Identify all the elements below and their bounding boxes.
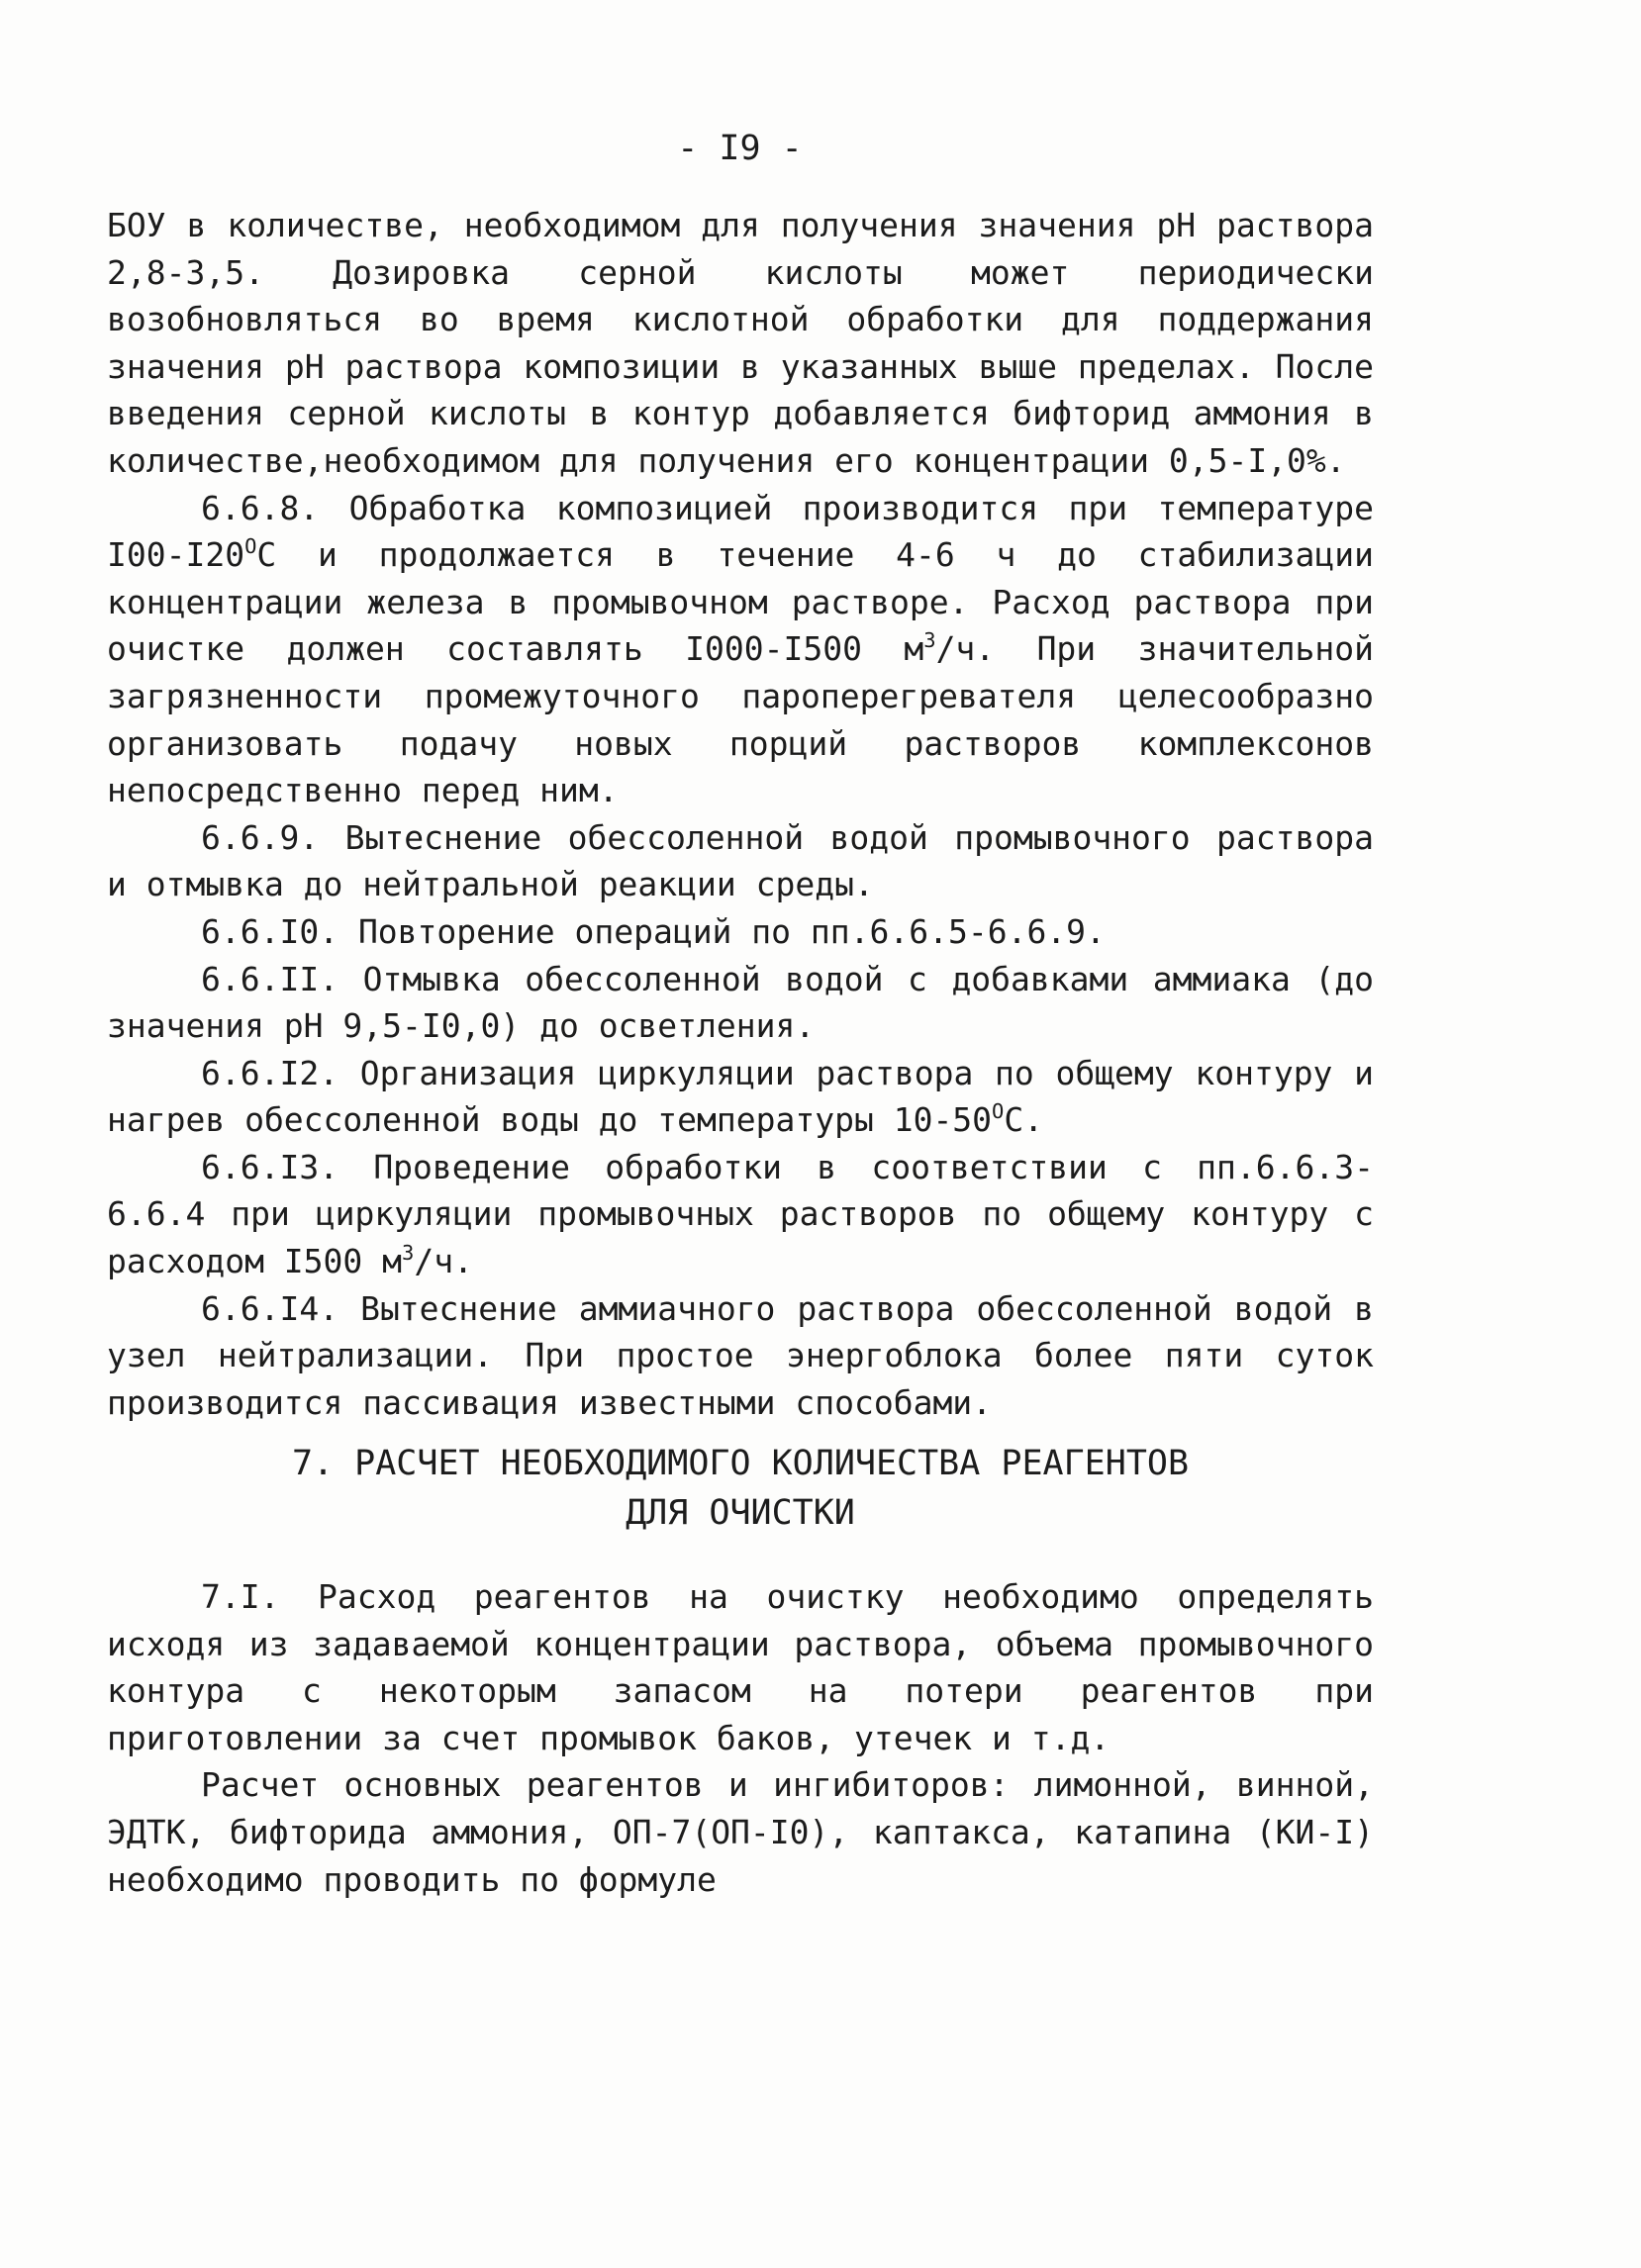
degree-superscript: O (244, 534, 257, 559)
section-7-heading-line2: ДЛЯ ОЧИСТКИ (626, 1493, 855, 1533)
section-6-text (107, 202, 1374, 1426)
section-7-heading (107, 1439, 1374, 1538)
paragraph-6-6-12-part2: C. (1004, 1100, 1044, 1140)
paragraph-6-6-14: 6.6.I4. Вытеснение аммиачного раствора обессоленной водой в узел нейтрализации. При простое энергоблока более пяти суток производится пассивация известными способами. (107, 1288, 1374, 1422)
paragraph-6-6-13 (107, 1144, 1374, 1285)
paragraph-7-1: 7.I. Расход реагентов на очистку необходимо определять исходя из задаваемой концентрации раствора, объема промывочного контура с некоторым запасом на потери реагентов при приготовлении за счет промывок баков, утечек и т.д. (107, 1577, 1374, 1757)
page-number: - I9 - (677, 129, 803, 168)
paragraph-6-6-13-part1: 6.6.I3. Проведение обработки в соответствии с пп.6.6.3-6.6.4 при циркуляции промывочных растворов по общему контуру с расходом I500 м (107, 1147, 1374, 1281)
paragraph-6-6-12 (107, 1050, 1374, 1144)
paragraph-6-6-11: 6.6.II. Отмывка обессоленной водой с добавками аммиака (до значения pH 9,5-I0,0) до осветления. (107, 959, 1374, 1046)
paragraph-6-6-12-part1: 6.6.I2. Организация циркуляции раствора по общему контуру и нагрев обессоленной воды до температуры 10-50 (107, 1053, 1374, 1140)
cubic-superscript: 3 (923, 628, 936, 653)
degree-superscript: O (992, 1099, 1005, 1124)
section-7-text (107, 1573, 1374, 1903)
section-7-heading-line1: 7. РАСЧЕТ НЕОБХОДИМОГО КОЛИЧЕСТВА РЕАГЕНТОВ (291, 1444, 1190, 1483)
cubic-superscript: 3 (402, 1241, 415, 1266)
paragraph-6-6-8-part3: /ч. При значительной загрязненности промежуточного пароперегревателя целесообразно организовать подачу новых порций растворов комплексонов непосредственно перед ним. (107, 629, 1374, 810)
paragraph-6-6-8 (107, 485, 1374, 814)
paragraph-6-6-8-part1: 6.6.8. Обработка композицией производится при температуре I00-I20 (107, 488, 1374, 575)
paragraph-6-6-13-part2: /ч. (414, 1242, 473, 1281)
paragraph-6-6-9: 6.6.9. Вытеснение обессоленной водой промывочного раствора и отмывка до нейтральной реакции среды. (107, 817, 1374, 904)
paragraph-intro: БОУ в количестве, необходимом для получения значения pH раствора 2,8-3,5. Дозировка серной кислоты может периодически возобновляться во время кислотной обработки для поддержания значения pH раствора композиции в указанных выше пределах. После введения серной кислоты в контур добавляется бифторид аммония в количестве,необходимом для получения его концентрации 0,5-I,0%. (107, 206, 1374, 480)
paragraph-6-6-8-part2: C и продолжается в течение 4-6 ч до стабилизации концентрации железа в промывочном растворе. Расход раствора при очистке должен составлять I000-I500 м (107, 535, 1374, 669)
paragraph-6-6-10: 6.6.I0. Повторение операций по пп.6.6.5-6.6.9. (201, 911, 1106, 951)
paragraph-calculation: Расчет основных реагентов и ингибиторов: лимонной, винной, ЭДТК, бифторида аммония, ОП-7(ОП-I0), каптакса, катапина (КИ-I) необходимо проводить по формуле (107, 1765, 1374, 1899)
